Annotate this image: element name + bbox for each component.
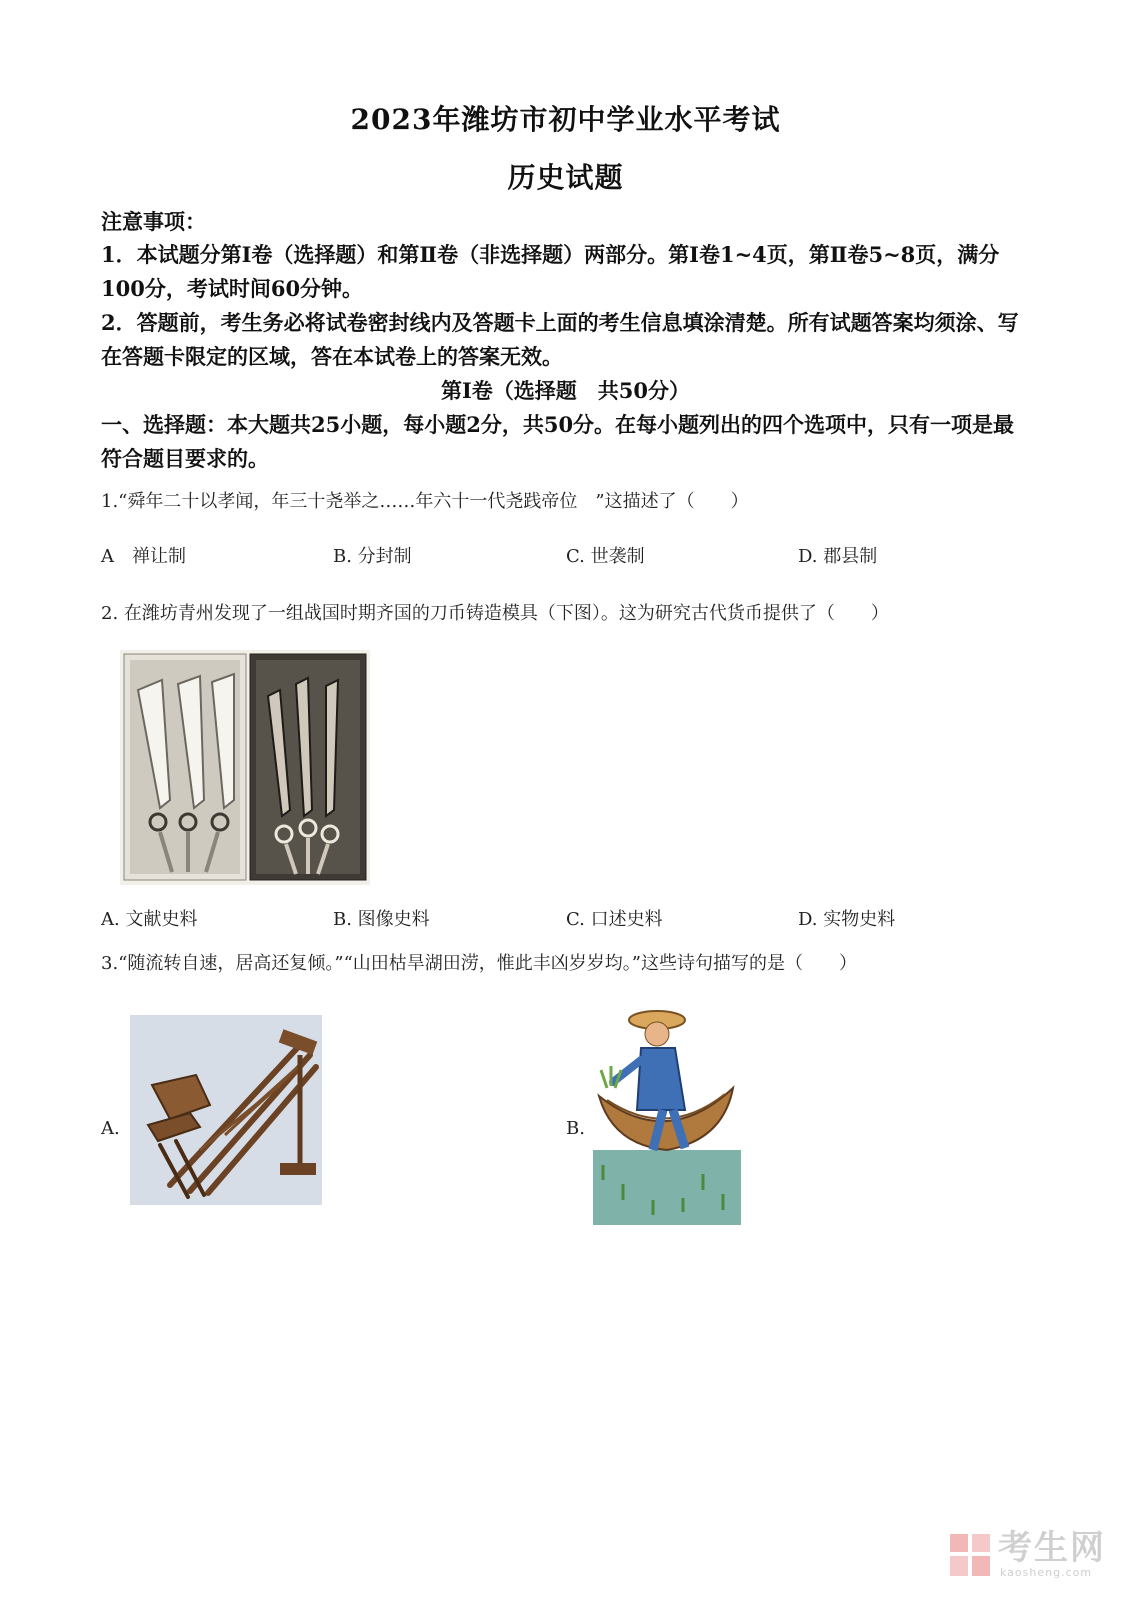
question-1-option-a: A 禅让制 [101,546,186,567]
question-2-stem: 2. 在潍坊青州发现了一组战国时期齐国的刀币铸造模具（下图）。这为研究古代货币提供了（ ） [101,603,889,624]
notice-heading: 注意事项： [101,209,206,234]
question-3-stem: 3.“随流转自速，居高还复倾。”“山田枯旱湖田涝，惟此丰凶岁岁均。”这些诗句描写的是（ ） [101,953,857,974]
exam-title: 2023年潍坊市初中学业水平考试 [350,103,781,136]
kaosheng-watermark [948,1530,1106,1579]
question-1-option-c: C. 世袭制 [566,546,645,567]
question-3-option-b: B. [566,1118,585,1139]
question-1-stem: 1.“舜年二十以孝闻，年三十尧举之……年六十一代尧践帝位 ”这描述了（ ） [101,491,749,512]
notice-item-1: 1．本试题分第Ⅰ卷（选择题）和第Ⅱ卷（非选择题）两部分。第Ⅰ卷1~4页，第Ⅱ卷5~8页，满分100分，考试时间60分钟。 [101,242,1000,301]
question-1-option-d: D. 郡县制 [798,546,878,567]
notice-item-2: 2．答题前，考生务必将试卷密封线内及答题卡上面的考生信息填涂清楚。所有试题答案均须涂、写在答题卡限定的区域，答在本试卷上的答案无效。 [101,310,1019,369]
question-2-option-a: A. 文献史料 [101,909,198,930]
part1-heading: 第Ⅰ卷（选择题 共50分） [440,378,691,403]
question-1-option-b: B. 分封制 [333,546,412,567]
section-intro: 一、选择题：本大题共25小题，每小题2分，共50分。在每小题列出的四个选项中，只有一项是最符合题目要求的。 [101,412,1015,471]
question-3-option-a: A. [101,1118,120,1139]
question-2-option-d: D. 实物史料 [798,909,896,930]
boat-planting-illustration-image [593,1000,741,1225]
knife-coin-mold-image [120,650,370,885]
kaosheng-logo-icon [948,1532,992,1578]
question-2-option-c: C. 口述史料 [566,909,663,930]
question-2-option-b: B. 图像史料 [333,909,430,930]
watermark-url: kaosheng.com [1000,1566,1093,1579]
watermark-text: 考生网 [998,1528,1106,1568]
waterwheel-model-image [130,1015,322,1205]
exam-subtitle: 历史试题 [507,161,624,194]
